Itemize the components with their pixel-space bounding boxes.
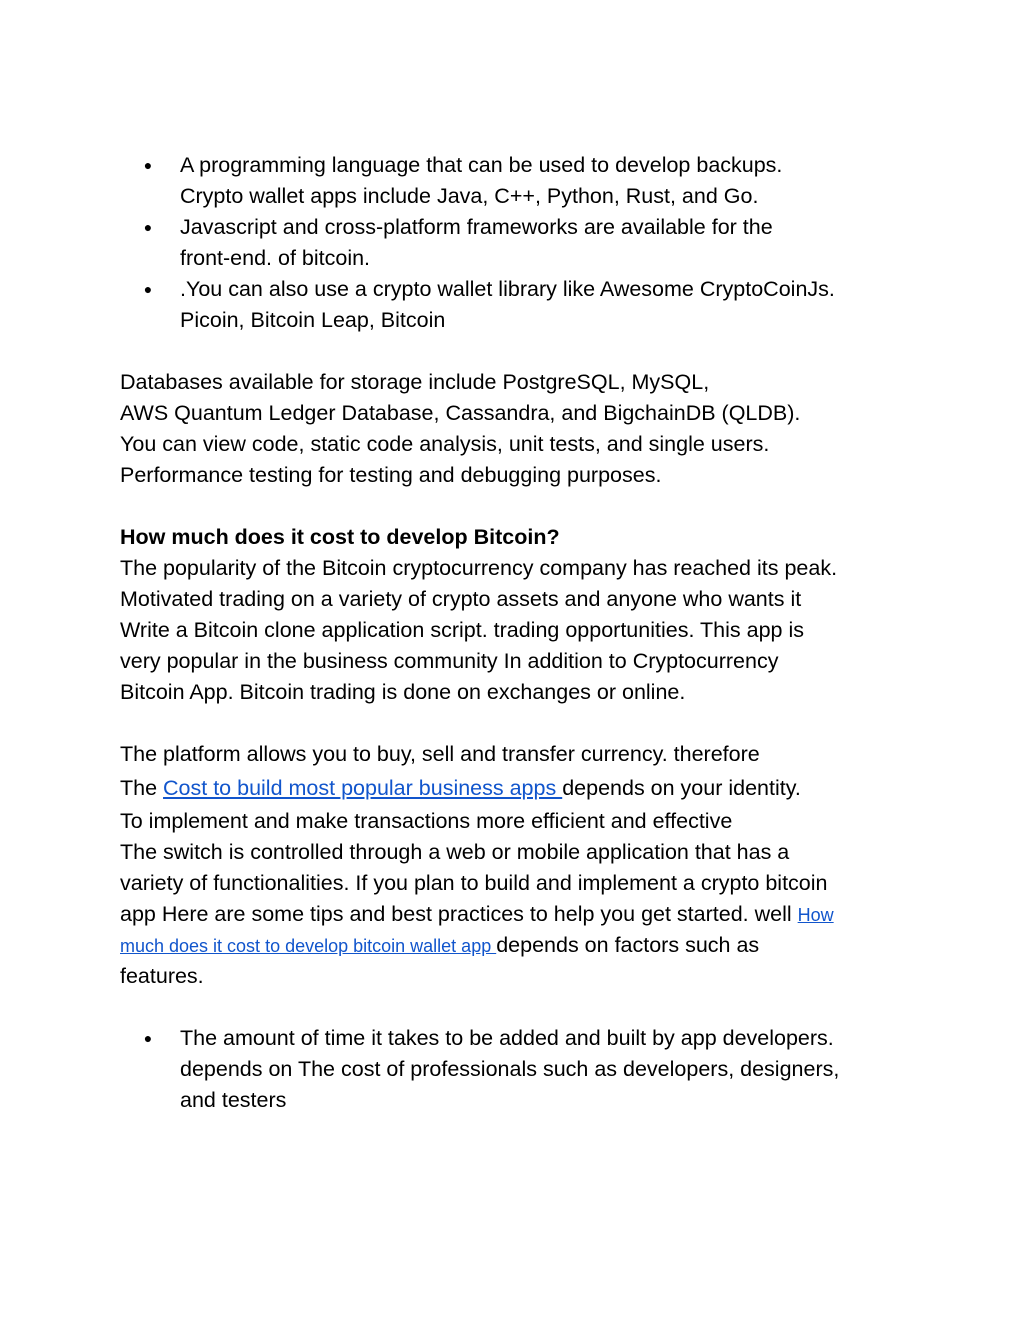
list-item-line: front-end. of bitcoin. (180, 246, 371, 270)
bitcoin-wallet-cost-link[interactable]: How (797, 905, 834, 925)
bullet-dot: ● (143, 157, 153, 173)
paragraph-line: Bitcoin App. Bitcoin trading is done on exchanges or online. (120, 680, 686, 704)
paragraph-line: AWS Quantum Ledger Database, Cassandra, and BigchainDB (QLDB). (120, 401, 801, 425)
section-heading: How much does it cost to develop Bitcoin? (120, 525, 560, 549)
text-span: depends on factors such as (496, 933, 760, 957)
paragraph-line: Databases available for storage include PostgreSQL, MySQL, (120, 370, 710, 394)
paragraph-line: The popularity of the Bitcoin cryptocurrency company has reached its peak. (120, 556, 838, 580)
paragraph-line: Motivated trading on a variety of crypto assets and anyone who wants it (120, 587, 802, 611)
list-item-line: Crypto wallet apps include Java, C++, Python, Rust, and Go. (180, 184, 759, 208)
text-span: The (120, 776, 164, 800)
paragraph-line (120, 901, 834, 928)
list-item-line: Picoin, Bitcoin Leap, Bitcoin (180, 308, 446, 332)
bullet-dot: ● (143, 281, 153, 297)
paragraph-line: features. (120, 964, 204, 988)
paragraph-line: The switch is controlled through a web or mobile application that has a (120, 840, 790, 864)
list-item-line: A programming language that can be used to develop backups. (180, 153, 783, 177)
paragraph-line: To implement and make transactions more efficient and effective (120, 809, 733, 833)
paragraph-line: very popular in the business community In addition to Cryptocurrency (120, 649, 779, 673)
text-span: depends on your identity. (562, 776, 801, 800)
bullet-dot: ● (143, 219, 153, 235)
paragraph-line: Performance testing for testing and debugging purposes. (120, 463, 662, 487)
bitcoin-wallet-cost-link[interactable]: much does it cost to develop bitcoin wallet app (120, 936, 497, 956)
list-item-line: Javascript and cross-platform frameworks are available for the (180, 215, 773, 239)
list-item-line: and testers (180, 1088, 287, 1112)
list-item-line: depends on The cost of professionals such as developers, designers, (180, 1057, 840, 1081)
paragraph-line: You can view code, static code analysis, unit tests, and single users. (120, 432, 770, 456)
paragraph-line (120, 775, 801, 801)
text-span: app Here are some tips and best practices to help you get started. well (120, 902, 798, 926)
list-item-line: .You can also use a crypto wallet library like Awesome CryptoCoinJs. (180, 277, 835, 301)
paragraph-line: variety of functionalities. If you plan to build and implement a crypto bitcoin (120, 871, 828, 895)
paragraph-line (120, 932, 759, 959)
cost-to-build-apps-link[interactable]: Cost to build most popular business apps (163, 776, 563, 800)
paragraph-line: The platform allows you to buy, sell and transfer currency. therefore (120, 742, 760, 766)
list-item-line: The amount of time it takes to be added and built by app developers. (180, 1026, 834, 1050)
bullet-dot: ● (143, 1030, 153, 1046)
paragraph-line: Write a Bitcoin clone application script. trading opportunities. This app is (120, 618, 804, 642)
